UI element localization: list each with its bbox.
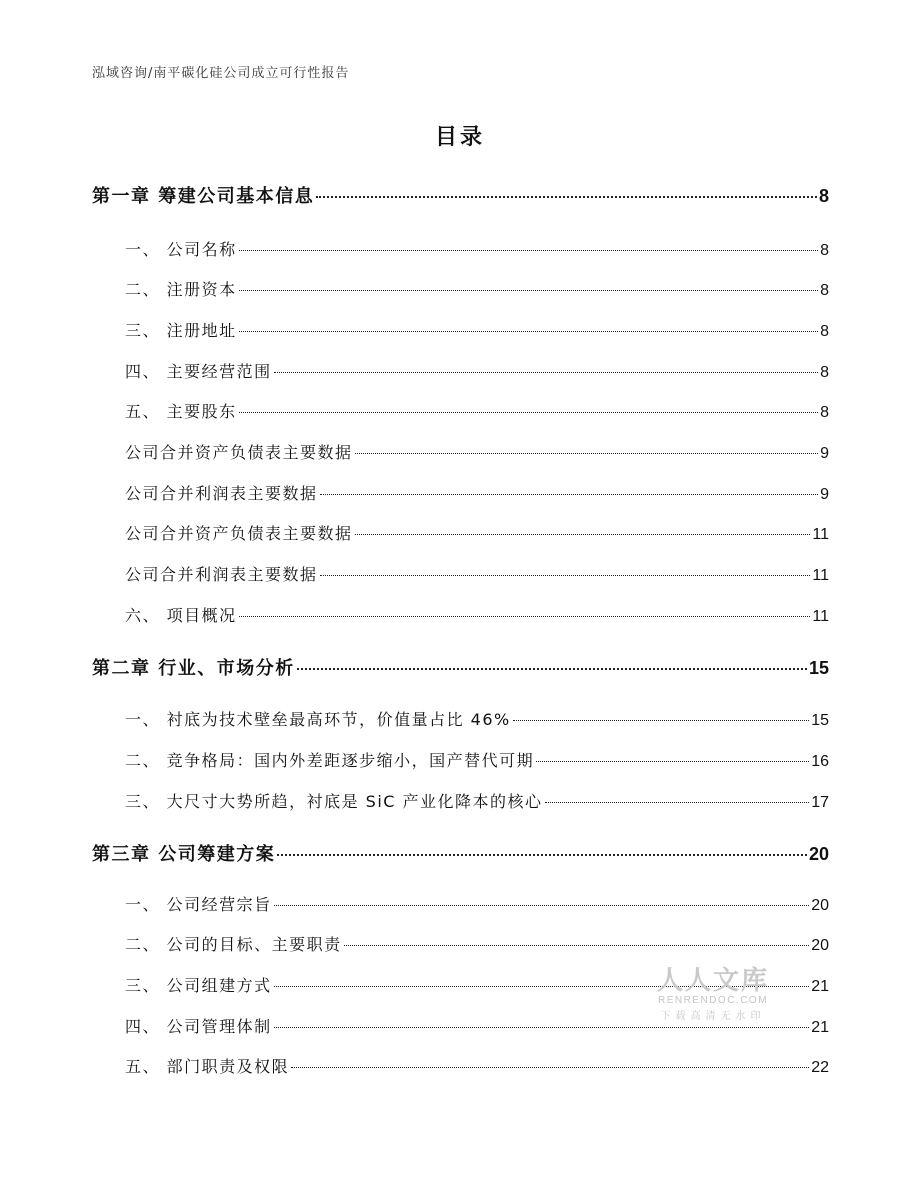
toc-page-number: 8	[820, 282, 829, 299]
toc-label: 五、 部门职责及权限	[125, 1057, 290, 1076]
toc-entry[interactable]	[125, 359, 829, 382]
toc-label: 二、 竞争格局：国内外差距逐步缩小，国产替代可期	[125, 751, 535, 770]
toc-label: 公司合并利润表主要数据	[125, 484, 318, 503]
toc-leader	[239, 290, 819, 291]
toc-entry[interactable]	[125, 892, 829, 915]
toc-label: 三、 公司组建方式	[125, 976, 272, 995]
toc-label: 一、 公司经营宗旨	[125, 895, 272, 914]
toc-chapter-1[interactable]	[92, 182, 829, 208]
watermark-domain: RENRENDOC.COM	[657, 995, 769, 1006]
toc-leader	[274, 1027, 810, 1028]
toc-page-number: 8	[820, 364, 829, 381]
toc-page-number: 15	[808, 658, 829, 678]
toc-label: 第二章 行业、市场分析	[92, 658, 295, 679]
toc-page-number: 21	[811, 978, 829, 995]
toc-title: 目录	[434, 125, 485, 150]
toc-leader	[274, 905, 810, 906]
toc-leader	[291, 1067, 809, 1068]
toc-leader	[274, 372, 819, 373]
toc-entry[interactable]	[125, 1054, 829, 1077]
toc-leader	[320, 575, 811, 576]
toc-page-number: 20	[811, 897, 829, 914]
toc-entry[interactable]	[125, 562, 829, 585]
toc-label: 四、 公司管理体制	[125, 1017, 272, 1036]
toc-page-number: 11	[812, 608, 829, 625]
toc-label: 二、 注册资本	[125, 280, 237, 299]
toc-entry[interactable]	[125, 932, 829, 955]
toc-entry[interactable]	[125, 440, 829, 463]
toc-page-number: 17	[811, 794, 829, 811]
toc-leader	[239, 250, 819, 251]
toc-label: 三、 注册地址	[125, 321, 237, 340]
toc-label: 公司合并资产负债表主要数据	[125, 524, 353, 543]
toc-leader	[239, 412, 819, 413]
toc-leader	[536, 761, 809, 762]
toc-leader	[344, 945, 810, 946]
toc-label: 公司合并利润表主要数据	[125, 565, 318, 584]
toc-label: 第一章 筹建公司基本信息	[92, 186, 315, 207]
toc-page-number: 16	[811, 753, 829, 770]
toc-label: 六、 项目概况	[125, 606, 237, 625]
toc-page-number: 20	[811, 937, 829, 954]
toc-page-number: 8	[818, 186, 829, 206]
toc-page-number: 8	[820, 323, 829, 340]
toc-leader	[320, 494, 819, 495]
toc-entry[interactable]	[125, 748, 829, 771]
toc-chapter-3[interactable]	[92, 840, 829, 866]
toc-label: 五、 主要股东	[125, 402, 237, 421]
watermark	[648, 960, 778, 1022]
toc-entry[interactable]	[125, 237, 829, 260]
toc-page-number: 21	[811, 1019, 829, 1036]
toc-page-number: 22	[811, 1059, 829, 1076]
toc-page-number: 8	[820, 242, 829, 259]
toc-leader	[297, 668, 807, 670]
toc-page-number: 8	[820, 404, 829, 421]
toc-page-number: 9	[820, 486, 829, 503]
toc-entry[interactable]	[125, 481, 829, 504]
toc-label: 第三章 公司筹建方案	[92, 844, 276, 865]
toc-leader	[545, 802, 810, 803]
toc-leader	[316, 196, 817, 198]
toc-leader	[355, 534, 811, 535]
toc-page-number: 9	[820, 445, 829, 462]
toc-page-number: 20	[808, 844, 829, 864]
toc-label: 一、 衬底为技术壁垒最高环节，价值量占比 46%	[125, 710, 511, 729]
toc-label: 四、 主要经营范围	[125, 362, 272, 381]
toc-label: 公司合并资产负债表主要数据	[125, 443, 353, 462]
toc-label: 三、 大尺寸大势所趋，衬底是 SiC 产业化降本的核心	[125, 792, 543, 811]
toc-entry[interactable]	[125, 318, 829, 341]
running-header: 泓域咨询/南平碳化硅公司成立可行性报告	[92, 66, 350, 81]
watermark-tagline: 下载高清无水印	[660, 1011, 766, 1022]
toc-label: 二、 公司的目标、主要职责	[125, 935, 342, 954]
toc-chapter-2[interactable]	[92, 654, 829, 680]
toc-page-number: 15	[811, 712, 829, 729]
toc-entry[interactable]	[125, 277, 829, 300]
toc-entry[interactable]	[125, 603, 829, 626]
toc-leader	[355, 453, 819, 454]
toc-page-number: 11	[812, 567, 829, 584]
toc-entry[interactable]	[125, 707, 829, 730]
toc-entry[interactable]	[125, 399, 829, 422]
toc-leader	[277, 854, 807, 856]
toc-label: 一、 公司名称	[125, 240, 237, 259]
toc-entry[interactable]	[125, 789, 829, 812]
toc-entry[interactable]	[125, 521, 829, 544]
toc-leader	[239, 331, 819, 332]
toc-leader	[239, 616, 811, 617]
watermark-logo: 人人文库	[656, 966, 769, 996]
toc-leader	[513, 720, 809, 721]
toc-page-number: 11	[812, 526, 829, 543]
